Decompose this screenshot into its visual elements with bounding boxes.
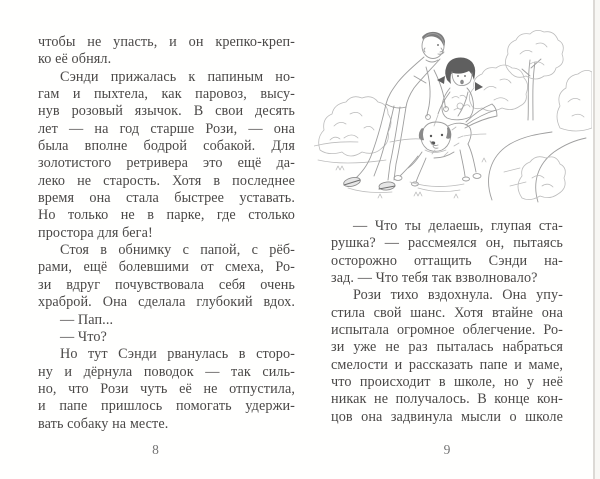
text-line: простора для бега! [38, 224, 153, 241]
text-line: но, что Рози чуть её не отпустила, [38, 380, 295, 397]
girl-figure [434, 58, 483, 127]
text-line: стила свой шанс. Хотя втайне она [331, 304, 563, 321]
text-line: Но только не в парке, где столько [38, 207, 295, 224]
text-line: осторожно оттащить Сэнди на- [331, 252, 563, 269]
right-bush [557, 70, 592, 131]
text-line: никак не получалось. В конце кон- [331, 391, 563, 408]
text-line: время она стала быстрее уставать. [38, 190, 295, 207]
text-line: зи уже не раз пыталась набраться [331, 339, 563, 356]
illustration-sketch [314, 10, 592, 212]
text-line: храброй. Она сделала глубокий вдох. [38, 294, 295, 311]
text-line: рами, ещё болевшими от смеха, Ро- [38, 259, 295, 276]
illustration [314, 10, 592, 212]
text-line: и папе пришлось помогать удержи- [38, 398, 295, 415]
text-line: зи вдруг почувствовала себя очень [38, 276, 295, 293]
text-line: — Пап... [60, 311, 114, 328]
text-line: Сэнди прижалась к папиным но- [60, 68, 295, 85]
text-line: вать собаку на месте. [38, 415, 169, 432]
text-line: что происходит в школе, но у неё [331, 374, 563, 391]
text-line: — Что? [60, 328, 107, 345]
text-line: смелости и рассказать папе и маме, [331, 356, 563, 373]
text-line: ко её обнял. [38, 51, 112, 68]
page-edge-paper [595, 0, 600, 479]
page-number-right: 9 [443, 442, 451, 457]
text-line: рушка? — рассмеялся он, пытаясь [331, 235, 563, 252]
text-line: зад. — Что тебя так взволновало? [331, 270, 538, 287]
text-line: гам и пыхтела, как паровоз, высу- [38, 86, 295, 103]
left-page-text-column [38, 34, 295, 433]
text-line: леко не старость. Хотя в последнее [38, 172, 295, 189]
tree [505, 30, 563, 120]
page-number-left: 8 [152, 442, 159, 457]
text-line: лет — на год старше Рози, — она [38, 120, 295, 137]
right-page-text-column [331, 218, 563, 426]
text-line: чтобы не упасть, и он крепко-креп- [38, 34, 295, 50]
text-line: ну и дёрнула поводок — так силь- [38, 363, 295, 380]
text-line: Рози тихо вздохнула. Она упу- [353, 287, 563, 304]
father-figure [343, 32, 449, 191]
bottom-right-bush [518, 157, 565, 200]
text-line: Стоя в обнимку с папой, с рёб- [60, 242, 295, 259]
text-line: Но тут Сэнди рванулась в сторо- [60, 346, 295, 363]
park-path [489, 132, 586, 202]
text-line: испытала огромное облегчение. Ро- [331, 322, 563, 339]
text-line: была вполне бодрой собакой. Для [38, 138, 295, 155]
text-line: цов она задвинула мысли о школе [331, 408, 563, 425]
text-line: нув розовый язычок. В свои десять [38, 103, 295, 120]
text-line: — Что ты делаешь, глупая ста- [353, 218, 563, 234]
text-line: золотистого ретривера это ещё да- [38, 155, 295, 172]
